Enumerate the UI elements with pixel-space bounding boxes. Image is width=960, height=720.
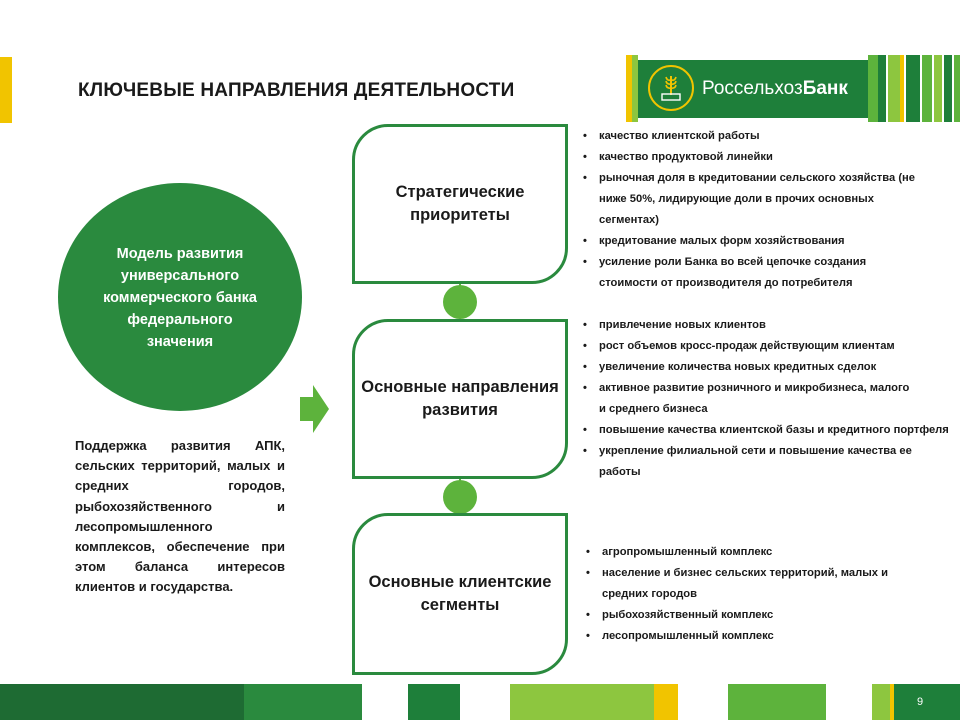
left-accent-bar [0, 57, 12, 123]
box-label: Основные клиентские сегменты [368, 573, 552, 614]
box-strategic-priorities [352, 124, 568, 284]
list-item: • привлечение новых клиентов [581, 315, 957, 336]
bullet-list-segments [584, 542, 929, 647]
logo-name-bold: Банк [802, 78, 848, 99]
box-label: Стратегические приоритеты [395, 183, 525, 224]
list-item: • увеличение количества новых кредитных сделок [581, 357, 957, 378]
list-item: • усиление роли Банка во всей цепочке создания стоимости от производителя до потребителя [581, 252, 921, 294]
list-item: • рост объемов кросс-продаж действующим клиентам [581, 336, 957, 357]
list-item: • укрепление филиальной сети и повышение качества ее работы [581, 441, 949, 483]
list-item: • рыночная доля в кредитовании сельского хозяйства (не ниже 50%, лидирующие доли в прочих основных сегментах) [581, 168, 921, 231]
list-item: • лесопромышленный комплекс [584, 626, 929, 647]
logo-wordmark [702, 78, 848, 100]
footer-bar [0, 684, 960, 720]
list-item: • рыбохозяйственный комплекс [584, 605, 929, 626]
list-item: • повышение качества клиентской базы и кредитного портфеля [581, 420, 949, 441]
box-client-segments [352, 513, 568, 675]
logo-name-regular: Россельхоз [702, 78, 803, 99]
list-item: • кредитование малых форм хозяйствования [581, 231, 921, 252]
page-title: КЛЮЧЕВЫЕ НАПРАВЛЕНИЯ ДЕЯТЕЛЬНОСТИ [78, 80, 515, 101]
bullet-list-directions [581, 315, 957, 483]
connector-dot [443, 285, 477, 319]
list-item: • качество продуктовой линейки [581, 147, 921, 168]
list-item: • население и бизнес сельских территорий, малых и средних городов [584, 563, 929, 605]
connector-dot [443, 480, 477, 514]
bullet-list-strategic [581, 126, 921, 294]
wheat-key-emblem-icon [648, 65, 694, 111]
support-text: Поддержка развития АПК, сельских территорий, малых и средних городов, рыбохозяйственного и лесопромышленного комплексов, обеспечение при этом баланса интересов клиентов и государства. [75, 438, 285, 595]
page-number: 9 [917, 696, 924, 708]
list-item: • агропромышленный комплекс [584, 542, 929, 563]
list-item: • активное развитие розничного и микробизнеса, малого и среднего бизнеса [581, 378, 919, 420]
model-circle-text: Модель развития универсального коммерческого банка федерального значения [103, 246, 257, 350]
box-label: Основные направления развития [361, 378, 559, 419]
right-arrow-icon [300, 385, 330, 433]
model-circle [58, 183, 302, 411]
box-main-directions [352, 319, 568, 479]
list-item: • качество клиентской работы [581, 126, 921, 147]
